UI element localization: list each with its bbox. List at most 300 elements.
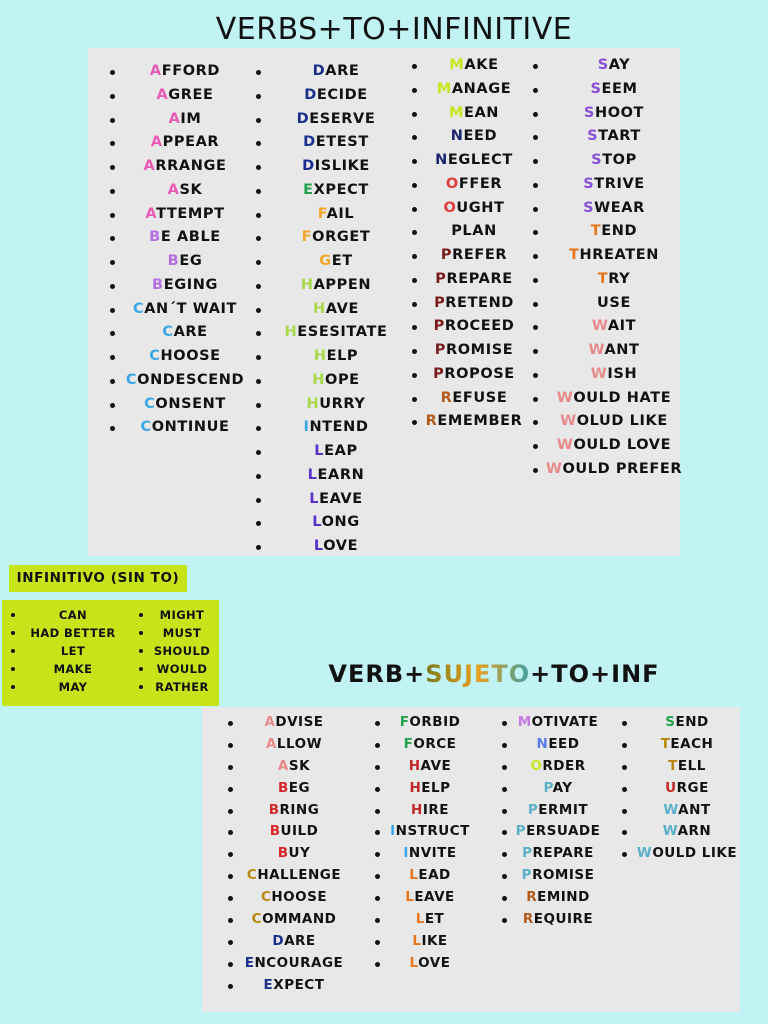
verb-rest: GREE: [168, 86, 214, 103]
verb-word: [514, 387, 714, 411]
verb-rest: EGING: [163, 276, 218, 293]
list-item: [0, 624, 220, 642]
verb-word: [330, 953, 530, 975]
verb-initial: W: [545, 460, 563, 477]
verb-initial: S: [583, 199, 595, 216]
verb-initial: W: [588, 342, 605, 358]
verb-rest: HALLENGE: [257, 867, 342, 884]
verb-rest: HOOSE: [271, 889, 328, 906]
modal-word: WOULD: [156, 662, 208, 676]
verb-rest: AVE: [420, 757, 452, 774]
verb-word: [514, 339, 714, 363]
verb-word: [587, 756, 768, 778]
list-item: [0, 909, 768, 931]
verb-initial: B: [167, 253, 180, 269]
verb-initial: B: [268, 801, 280, 818]
verb-initial: R: [522, 911, 534, 928]
verb-rest: EAVE: [414, 889, 455, 906]
verb-rest: OVE: [418, 954, 451, 971]
list-item: [0, 865, 768, 887]
verb-initial: P: [515, 823, 527, 840]
verb-rest: ARN: [677, 823, 712, 840]
verb-initial: S: [583, 104, 595, 121]
verb-word: [514, 244, 714, 268]
verb-initial: P: [433, 318, 445, 335]
verb-rest: OPE: [325, 371, 360, 388]
modal-word: CAN: [58, 608, 88, 622]
verb-initial: L: [405, 889, 415, 906]
list-item: [0, 102, 768, 126]
verb-rest: EFUSE: [452, 389, 508, 406]
verb-word: [514, 54, 714, 78]
infinitivo-label: INFINITIVO (SIN TO): [16, 570, 180, 586]
verb-initial: R: [440, 389, 453, 406]
verb-rest: NCOURAGE: [254, 954, 344, 971]
verb-rest: RGE: [676, 779, 709, 796]
verb-initial: L: [312, 514, 322, 531]
modal-word: SHOULD: [153, 644, 211, 658]
verb-rest: FFORD: [161, 63, 221, 79]
verb-initial: C: [140, 419, 152, 436]
list-item: [0, 173, 768, 197]
list-item: [0, 678, 220, 696]
list-item: [0, 734, 768, 756]
list-item: [0, 220, 768, 244]
verb-rest: OTIVATE: [531, 714, 599, 730]
infinitivo-label-badge: [9, 565, 187, 592]
modal-word: MIGHT: [159, 608, 205, 622]
verb-rest: APPEN: [313, 276, 372, 293]
verb-initial: C: [246, 867, 258, 884]
verb-word: [236, 535, 436, 559]
verb-initial: P: [522, 845, 533, 862]
list-item: [0, 712, 768, 734]
verb-rest: ONTINUE: [151, 419, 230, 436]
verb-initial: H: [411, 801, 423, 818]
verb-initial: A: [149, 63, 162, 79]
verb-initial: E: [303, 181, 314, 198]
verb-word: [514, 125, 714, 149]
verb-initial: P: [527, 801, 539, 818]
list-item: [0, 953, 768, 975]
verb-initial: H: [284, 324, 298, 341]
verb-initial: L: [307, 466, 318, 483]
verb-rest: URRY: [319, 395, 366, 412]
verb-rest: EQUIRE: [533, 911, 594, 928]
verb-initial: P: [521, 867, 533, 884]
verb-rest: IRE: [422, 801, 449, 818]
verb-initial: T: [590, 223, 602, 240]
verb-initial: L: [314, 443, 325, 459]
verb-rest: NSTRUCT: [395, 823, 470, 840]
verb-word: [514, 102, 714, 126]
verb-initial: F: [399, 714, 410, 730]
to-infinitive-column-4: [0, 54, 768, 482]
verb-word: [236, 488, 436, 512]
verb-rest: RING: [279, 801, 320, 818]
verb-initial: H: [300, 276, 314, 293]
verb-initial: B: [149, 229, 161, 246]
verb-initial: M: [449, 57, 465, 73]
verb-rest: TART: [598, 128, 641, 145]
verb-initial: H: [313, 348, 327, 364]
verb-initial: H: [313, 300, 326, 317]
modal-word: LET: [60, 644, 86, 658]
verb-initial: E: [263, 976, 274, 993]
verb-word: [458, 865, 658, 887]
verb-rest: OULD PREFER: [562, 460, 683, 477]
verb-word: [514, 363, 714, 387]
verb-subject-column-4: [0, 712, 768, 865]
verb-word: [514, 173, 714, 197]
verb-rest: AIT: [607, 318, 637, 335]
verb-rest: AY: [608, 57, 631, 73]
verb-rest: SK: [179, 181, 203, 198]
list-item: [0, 660, 220, 678]
verb-rest: EAD: [418, 867, 451, 884]
verb-initial: D: [272, 932, 285, 949]
verb-rest: RRANGE: [155, 158, 227, 174]
verb-rest: HOOSE: [160, 348, 221, 364]
verb-initial: S: [597, 57, 609, 73]
verb-initial: W: [590, 365, 608, 382]
verb-initial: S: [590, 80, 602, 97]
list-item: [0, 756, 768, 778]
verb-initial: M: [448, 104, 464, 121]
verb-rest: ERMIT: [538, 801, 589, 818]
verb-rest: ORGET: [312, 229, 371, 246]
verb-word: [514, 292, 714, 316]
verb-initial: W: [560, 413, 577, 430]
verb-initial: T: [569, 247, 580, 263]
verb-rest: ARE: [284, 932, 316, 949]
verb-initial: S: [591, 152, 603, 168]
verb-initial: L: [409, 867, 419, 884]
verb-rest: OMMAND: [262, 911, 337, 928]
verb-rest: TRIVE: [594, 175, 645, 192]
list-item: [0, 821, 768, 843]
verb-rest: ARE: [325, 63, 360, 79]
verb-rest: REPARE: [446, 270, 513, 287]
verb-initial: U: [665, 779, 677, 796]
verb-initial: D: [303, 134, 316, 151]
verb-initial: T: [668, 757, 678, 774]
verb-initial: D: [296, 110, 310, 127]
verb-rest: LLOW: [276, 735, 323, 752]
verb-initial: A: [168, 110, 181, 127]
verb-rest: ROCEED: [444, 318, 515, 335]
subtitle-part-sujeto: SUJETO: [425, 660, 531, 688]
verb-initial: O: [530, 757, 543, 774]
verb-rest: ORCE: [413, 735, 457, 752]
verb-initial: A: [265, 735, 277, 752]
list-item: [0, 434, 768, 458]
verb-rest: RDER: [542, 757, 586, 774]
verb-rest: REFER: [452, 247, 508, 263]
verb-initial: B: [269, 823, 281, 840]
verb-rest: ESESITATE: [297, 324, 388, 341]
verb-initial: R: [526, 889, 538, 906]
list-item: [0, 458, 768, 482]
verb-rest: EED: [548, 735, 580, 752]
verb-initial: C: [144, 395, 156, 412]
verb-initial: P: [434, 342, 446, 358]
verb-rest: AKE: [464, 57, 499, 73]
subtitle-part-to-inf: +TO+INF: [530, 660, 660, 688]
verb-rest: REPARE: [532, 845, 594, 862]
verb-initial: N: [435, 152, 448, 168]
verb-initial: A: [145, 205, 157, 222]
verb-initial: W: [636, 845, 653, 862]
verb-rest: SK: [288, 757, 311, 774]
verb-rest: ROMISE: [445, 342, 514, 358]
verb-initial: B: [152, 276, 164, 293]
verb-word: [514, 434, 714, 458]
verb-word: [514, 268, 714, 292]
verb-rest: XPECT: [313, 181, 369, 198]
verb-word: [514, 197, 714, 221]
verb-rest: ROPOSE: [444, 365, 515, 382]
list-item: [0, 975, 768, 997]
verb-rest: END: [601, 223, 638, 240]
list-item: [0, 387, 768, 411]
verb-rest: TTEMPT: [156, 205, 225, 222]
verb-rest: PLAN: [451, 223, 497, 240]
verb-initial: L: [409, 954, 419, 971]
verb-initial: D: [312, 63, 326, 79]
verb-initial: R: [425, 413, 438, 430]
verb-initial: A: [167, 181, 180, 198]
verb-word: [514, 149, 714, 173]
verb-initial: L: [415, 911, 425, 928]
verb-initial: C: [149, 348, 161, 364]
verb-rest: AIL: [326, 205, 355, 222]
verb-initial: I: [403, 845, 409, 862]
verb-rest: RETEND: [445, 294, 514, 311]
verb-word: [330, 931, 530, 953]
verb-rest: ANT: [678, 801, 711, 818]
verb-rest: OULD HATE: [573, 389, 672, 406]
verb-rest: ANAGE: [451, 80, 512, 97]
verb-rest: USE: [597, 294, 631, 311]
verb-rest: ELP: [421, 779, 451, 796]
list-item: [0, 642, 220, 660]
verb-initial: H: [409, 779, 422, 796]
list-item: [0, 535, 768, 559]
modal-word: MAKE: [53, 662, 93, 676]
verb-word: [514, 220, 714, 244]
infinitivo-column-2: [0, 606, 220, 696]
verb-rest: ISH: [607, 365, 638, 382]
verb-initial: I: [390, 823, 396, 840]
list-item: [0, 488, 768, 512]
verb-initial: W: [556, 389, 574, 406]
verb-rest: OULD LIKE: [652, 845, 738, 862]
verb-word: [458, 887, 658, 909]
list-item: [0, 778, 768, 800]
verb-rest: ANT: [604, 342, 640, 358]
verb-initial: C: [125, 371, 138, 388]
verb-initial: P: [440, 247, 453, 263]
verb-rest: ONG: [321, 514, 360, 531]
verb-initial: L: [313, 538, 324, 554]
verb-initial: C: [162, 324, 174, 341]
verb-initial: D: [302, 158, 315, 174]
verb-initial: A: [143, 158, 156, 174]
verb-initial: C: [132, 300, 145, 317]
verb-initial: A: [150, 134, 163, 151]
verb-initial: F: [301, 229, 313, 246]
verb-rest: OLUD LIKE: [576, 413, 668, 430]
verb-initial: T: [660, 735, 671, 752]
verb-rest: ERSUADE: [526, 823, 601, 840]
verb-rest: ROMISE: [532, 867, 595, 884]
verb-rest: TOP: [602, 152, 637, 168]
list-item: [0, 197, 768, 221]
verb-rest: ONSENT: [155, 395, 226, 412]
verb-rest: EGLECT: [447, 152, 513, 168]
verb-rest: ETEST: [315, 134, 369, 151]
verb-word: [587, 734, 768, 756]
verb-word: [514, 458, 714, 482]
list-item: [0, 54, 768, 78]
verb-word: [236, 511, 436, 535]
page-title: VERBS+TO+INFINITIVE: [215, 12, 573, 47]
verb-initial: M: [517, 714, 532, 730]
verb-initial: P: [435, 270, 447, 287]
list-item: [0, 843, 768, 865]
verb-rest: ECIDE: [316, 86, 368, 103]
verb-rest: PPEAR: [162, 134, 220, 151]
list-item: [0, 887, 768, 909]
verb-initial: C: [260, 889, 272, 906]
verb-initial: G: [319, 253, 332, 269]
verb-word: [514, 410, 714, 434]
verb-rest: IKE: [421, 932, 448, 949]
list-item: [0, 292, 768, 316]
verb-rest: AN´T WAIT: [144, 300, 238, 317]
verb-initial: C: [251, 911, 263, 928]
verb-initial: A: [277, 757, 289, 774]
verb-initial: H: [312, 371, 326, 388]
verb-rest: UY: [288, 845, 311, 862]
verb-rest: ARE: [173, 324, 208, 341]
verb-initial: S: [587, 128, 599, 145]
verb-word: [194, 975, 394, 997]
verb-rest: ORBID: [409, 714, 461, 730]
verb-initial: I: [303, 419, 310, 436]
verb-word: [587, 778, 768, 800]
verb-rest: ET: [424, 911, 445, 928]
list-item: [0, 800, 768, 822]
verb-rest: UILD: [280, 823, 319, 840]
verb-initial: S: [665, 714, 676, 730]
verb-rest: ESERVE: [309, 110, 376, 127]
verb-rest: ONDESCEND: [137, 371, 245, 388]
verb-initial: W: [663, 801, 679, 818]
verb-rest: EAVE: [319, 490, 363, 507]
verb-initial: L: [412, 932, 422, 949]
verb-rest: E ABLE: [160, 229, 221, 246]
list-item: [0, 125, 768, 149]
verb-rest: EED: [463, 128, 498, 145]
verb-rest: EAN: [463, 104, 500, 121]
verb-word: [458, 909, 658, 931]
verb-rest: ELP: [326, 348, 359, 364]
verb-initial: W: [591, 318, 608, 335]
subtitle-part-verb: VERB+: [328, 660, 426, 688]
verb-rest: HREATEN: [579, 247, 659, 263]
list-item: [0, 511, 768, 535]
verb-rest: NTEND: [309, 419, 369, 436]
verb-rest: OULD LOVE: [573, 437, 672, 453]
verb-rest: FFER: [458, 175, 503, 192]
verb-word: [587, 800, 768, 822]
verb-initial: B: [277, 845, 289, 862]
verb-rest: IM: [180, 110, 202, 127]
verb-rest: RY: [608, 270, 631, 287]
list-item: [0, 363, 768, 387]
verb-rest: AVE: [325, 300, 359, 317]
verb-word: [514, 315, 714, 339]
verb-initial: S: [583, 175, 595, 192]
verb-rest: HOOT: [594, 104, 645, 121]
list-item: [0, 931, 768, 953]
list-item: [0, 339, 768, 363]
verb-initial: H: [306, 395, 320, 412]
verb-initial: A: [264, 714, 276, 730]
verb-rest: OVE: [323, 538, 359, 554]
verb-rest: WEAR: [594, 199, 645, 216]
verb-rest: EG: [288, 779, 311, 796]
verb-initial: W: [556, 437, 574, 453]
verb-word: [587, 843, 768, 865]
list-item: [0, 315, 768, 339]
verb-rest: EEM: [601, 80, 638, 97]
verb-initial: F: [403, 735, 414, 752]
verb-initial: H: [408, 757, 421, 774]
verb-rest: DVISE: [275, 714, 324, 730]
verb-rest: EAP: [324, 443, 358, 459]
modal-word: RATHER: [155, 680, 209, 694]
verb-initial: M: [436, 80, 452, 97]
verb-rest: NVITE: [408, 845, 457, 862]
list-item: [0, 410, 768, 434]
verb-initial: O: [445, 175, 459, 192]
verb-rest: EARN: [317, 466, 365, 483]
verb-initial: P: [434, 294, 446, 311]
verb-initial: O: [443, 199, 457, 216]
list-item: [0, 606, 220, 624]
verb-rest: AY: [552, 779, 573, 796]
verb-rest: END: [675, 714, 709, 730]
verb-rest: ISLIKE: [314, 158, 370, 174]
verb-initial: A: [156, 86, 169, 103]
verb-initial: N: [536, 735, 549, 752]
verb-initial: B: [277, 779, 289, 796]
list-item: [0, 268, 768, 292]
verb-word: [587, 712, 768, 734]
verb-initial: E: [244, 954, 255, 971]
verb-initial: L: [309, 490, 320, 507]
verb-word: [587, 821, 768, 843]
verb-initial: W: [662, 823, 678, 840]
list-item: [0, 244, 768, 268]
modal-word: MUST: [162, 626, 202, 640]
verb-rest: ET: [331, 253, 353, 269]
verb-initial: P: [543, 779, 553, 796]
verb-rest: XPECT: [273, 976, 325, 993]
